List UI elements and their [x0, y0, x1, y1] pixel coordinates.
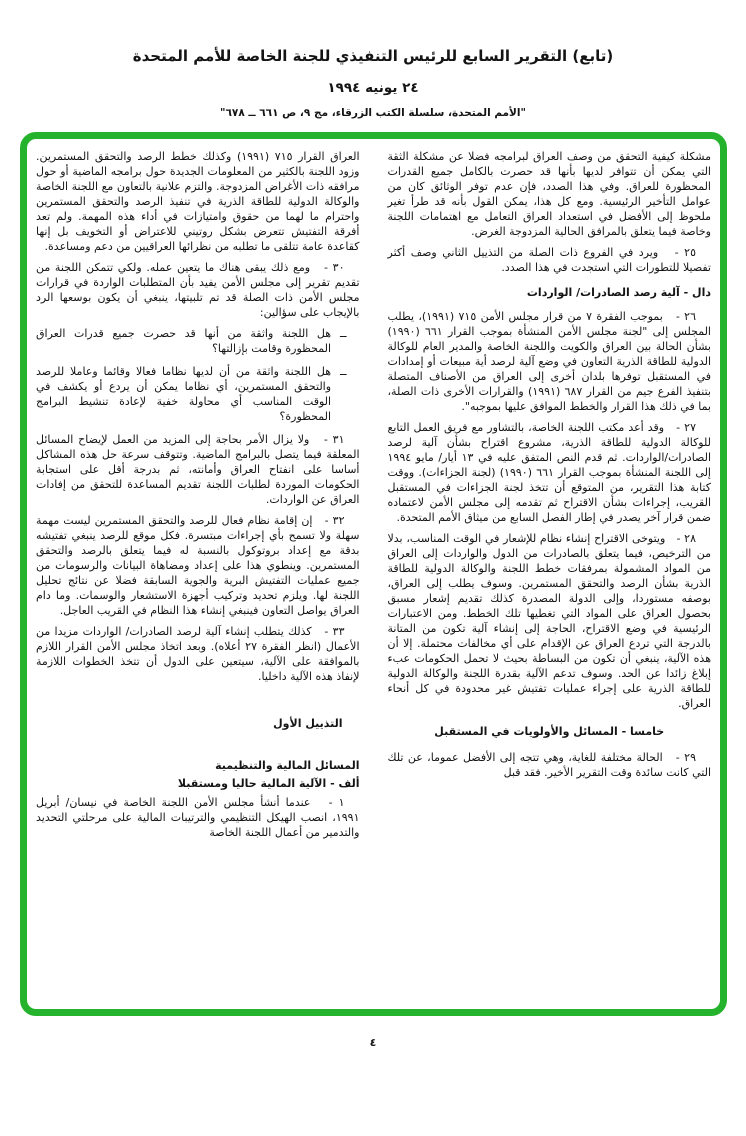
paragraph-30: ٣٠ - ومع ذلك يبقى هناك ما يتعين عمله. ولكي تتمكن اللجنة من تقديم تقرير إلى مجلس الأمن يفيد بأن المتطلبات الواردة في قرارات مجلس الأمن ذات الصلة قد تم تلبيتها، ينبغي أن يكون بوسعها الرد بالإيجاب على سؤالين:: [36, 261, 360, 319]
dash-bullet-icon: ــ: [340, 327, 347, 340]
paragraph-1: ١ - عندما أنشأ مجلس الأمن اللجنة الخاصة في نيسان/ أبريل ١٩٩١، انصب الهيكل التنظيمي والترتيبات المالية على مرحلتي التحديد والتدمير من أعمال اللجنة الخاصة: [36, 796, 360, 839]
paragraph-31: ٣١ - ولا يزال الأمر بحاجة إلى المزيد من العمل لإيضاح المسائل المعلقة فيما يتصل بالبرامج الماضية. وتتوقف سرعة حل هذه المشاكل أساسا على انفتاح العراق وأمانته، ثم بدرجة أقل على استجابة الحكومات الموردة لطلبات اللجنة تقديم المساعدة للتحقق من إفادات العراق عن الواردات.: [36, 433, 360, 506]
document-header: [0, 0, 746, 119]
paragraph-26: ٢٦ - بموجب الفقرة ٧ من قرار مجلس الأمن ٧١٥ (١٩٩١)، يطلب المجلس إلى "لجنة مجلس الأمن المنشأة بموجب القرار ٦٦١ (١٩٩٠) بشأن الحالة بين العراق والكويت واللجنة الخاصة والمدير العام للوكالة الدولية للطاقة الذرية التعاون في وضع آلية لرصد أية مبيعات أو إمدادات في المستقبل توفرها بلدان أخرى إلى العراق من الأصناف المتصلة بتنفيذ الفرع جيم من القرار ٦٨٧ (١٩٩١) والقرارات الأخرى ذات الصلة، بما في ذلك هذا القرار والخطط الموافق عليها بموجبه".: [387, 310, 711, 413]
appendix-subheading-alef: ألف - الآلية المالية حاليا ومستقبلا: [177, 777, 360, 790]
left-column: [36, 149, 360, 1001]
paragraph-32: ٣٢ - إن إقامة نظام فعال للرصد والتحقق المستمرين ليست مهمة سهلة ولا تسمح بأي إجراءات مبتسرة. فكل موقع للرصد ينبغي تفتيشه بدقة مع إعداد بروتوكول بالنسبة له فيما يتعلق بالرصد والتحقق المستمرين. وينطوي هذا على إعداد ومضاهاة البيانات والرسومات من جميع عمليات التفتيش البرية والجوية السابقة فضلا عن نتائج تحليل اللجنة لها. ويلزم تحديد وتركيب أجهزة الاستشعار والوسمات. وما دام العراق يواصل التعاون فينبغي إنشاء هذا النظام في القريب العاجل.: [36, 514, 360, 617]
list-item-question-1: [36, 326, 360, 356]
list-item-question-2: [36, 364, 360, 424]
paragraph-27: ٢٧ - وقد أعد مكتب اللجنة الخاصة، بالتشاور مع فريق العمل التابع للوكالة الدولية للطاقة الذرية، مشروع اقتراح بشأن آلية لرصد الصادرات/الواردات. ثم قدم النص المتفق عليه في ١٣ أيار/ مايو ١٩٩٤ إلى اللجنة المنشأة بموجب القرار ٦٦١ (١٩٩٠) (لجنة الجزاءات). ووقت كتابة هذا التقرير، من المتوقع أن تتخذ لجنة الجزاءات في المستقبل القريب، إجراءات بشأن الاقتراح ثم تقدمه إلى مجلس الأمن لاعتماده ضمن قرار آخر يصدر في إطار الفصل السابع من ميثاق الأمم المتحدة.: [387, 421, 711, 524]
section-heading-khamisan: خامسا - المسائل والأولويات في المستقبل: [434, 725, 665, 738]
section-heading-dal: دال - آلية رصد الصادرات/ الواردات: [526, 286, 711, 299]
content-frame-green-border: [20, 132, 727, 1016]
appendix-subheading-financial: المسائل المالية والتنظيمية: [215, 759, 360, 772]
dash-bullet-icon: ــ: [340, 365, 347, 378]
paragraph-28: ٢٨ - ويتوخى الاقتراح إنشاء نظام للإشعار في الوقت المناسب، بدلا من الترخيص، فيما يتعلق بالصادرات من الدول والواردات إلى العراق من المواد المشمولة بمرفقات خطط اللجنة والوكالة الدولية للطاقة الذرية بشأن الرصد والتحقق المستمرين. وسوف يطلب إلى العراق، بوصفه مستوردا، وإلى الدولة المصدرة كذلك تقديم إشعار مسبق بحصول العراق على المواد التي تغطيها تلك الخطط. ومن الاعتبارات الرئيسية في وضع الاقتراح، الحاجة إلى إنشاء آلية تكون من المتانة بالدرجة التي تردع العراق عن الإقدام على أي مخالفات محتملة. إلا أن هذه الآلية، ينبغي أن تكون من البساطة بحيث لا تحمل الحكومات عبء إبلاغ زائدا عن الحد. وسوف تدعم الآلية بقدرة اللجنة والوكالة الدولية للطاقة الذرية على إجراء عمليات تفتيش غير محدودة في كل أنحاء العراق.: [387, 532, 711, 710]
paragraph-continuation: مشكلة كيفية التحقق من وصف العراق لبرامجه فضلا عن مشكلة الثقة التي يمكن أن تتوافر لديها بأنها قد حصرت بالكامل جميع القدرات المحظورة للعراق. وفي هذا الصدد، فإن عدم توفر الوثائق كان من عوامل التأخير الرئيسية. ومع كل هذا، يمكن القول بأنه قد طرأ تغير ملحوظ إلى الأفضل في استعداد العراق التعامل مع اهتمامات اللجنة وخاصة فيما يتعلق بالمرافق الحالية المزدوجة الغرض.: [387, 150, 711, 238]
paragraph-continuation: العراق القرار ٧١٥ (١٩٩١) وكذلك خطط الرصد والتحقق المستمرين. وزود اللجنة بالكثير من المعلومات الجديدة حول برامجه الماضية أو حول مرافقه ذات الأغراض المزدوجة. والتزم علانية بالتعاون مع اللجنة الخاصة والوكالة الدولية للطاقة الذرية في تنفيذ الرصد والتحقق المستمرين واحترام ما لهما من حقوق وامتيازات في أداء هذه المهمة. ولم تعد أفرقة التفتيش تتعرض بشكل روتيني للاعتراض أو التخويف بل إنها كقاعدة عامة تتلقى ما تطلبه من نظرائها العراقيين من دعم ومساعدة.: [36, 150, 360, 253]
list-item-text: هل اللجنة واثقة من أنها قد حصرت جميع قدرات العراق المحظورة وقامت بإزالتها؟: [36, 327, 332, 355]
document-source-citation: "الأمم المتحدة، سلسلة الكتب الزرقاء، مج ٩، ص ٦٦١ ــ ٦٧٨": [220, 107, 526, 119]
paragraph-29: ٢٩ - الحالة مختلفة للغاية، وهي تتجه إلى الأفضل عموما، عن تلك التي كانت سائدة وقت التقرير الأخير. فقد قبل: [387, 751, 711, 779]
page-number: ٤: [369, 1036, 377, 1049]
appendix-heading: التذييل الأول: [273, 717, 343, 730]
paragraph-33: ٣٣ - كذلك يتطلب إنشاء آلية لرصد الصادرات/ الواردات مزيدا من الأعمال (انظر الفقرة ٢٧ أعلاه). وبعد اتخاذ مجلس الأمن القرار اللازم بالموافقة على الآلية، سيتعين على الدول أن تتخذ الخطوات اللازمة لإنفاذ هذه الآلية داخليا.: [36, 625, 360, 683]
paragraph-25: ٢٥ - ويرد في الفروع ذات الصلة من التذييل الثاني وصف أكثر تفصيلا للتطورات التي استجدت في هذا الصدد.: [387, 246, 711, 274]
list-item-text: هل اللجنة واثقة من أن لديها نظاما فعالا وقائما وعاملا للرصد والتحقق المستمرين، أي نظاما يمكن أن يردع أو يكشف في الوقت المناسب أي محاولة خفية لإعادة تنشيط البرامج المحظورة؟: [36, 365, 332, 423]
two-column-layout: [36, 149, 711, 1001]
right-column: [388, 149, 712, 1001]
document-date: ٢٤ يونيه ١٩٩٤: [327, 80, 419, 96]
document-title: (تابع) التقرير السابع للرئيس التنفيذي للجنة الخاصة للأمم المتحدة: [132, 47, 614, 65]
